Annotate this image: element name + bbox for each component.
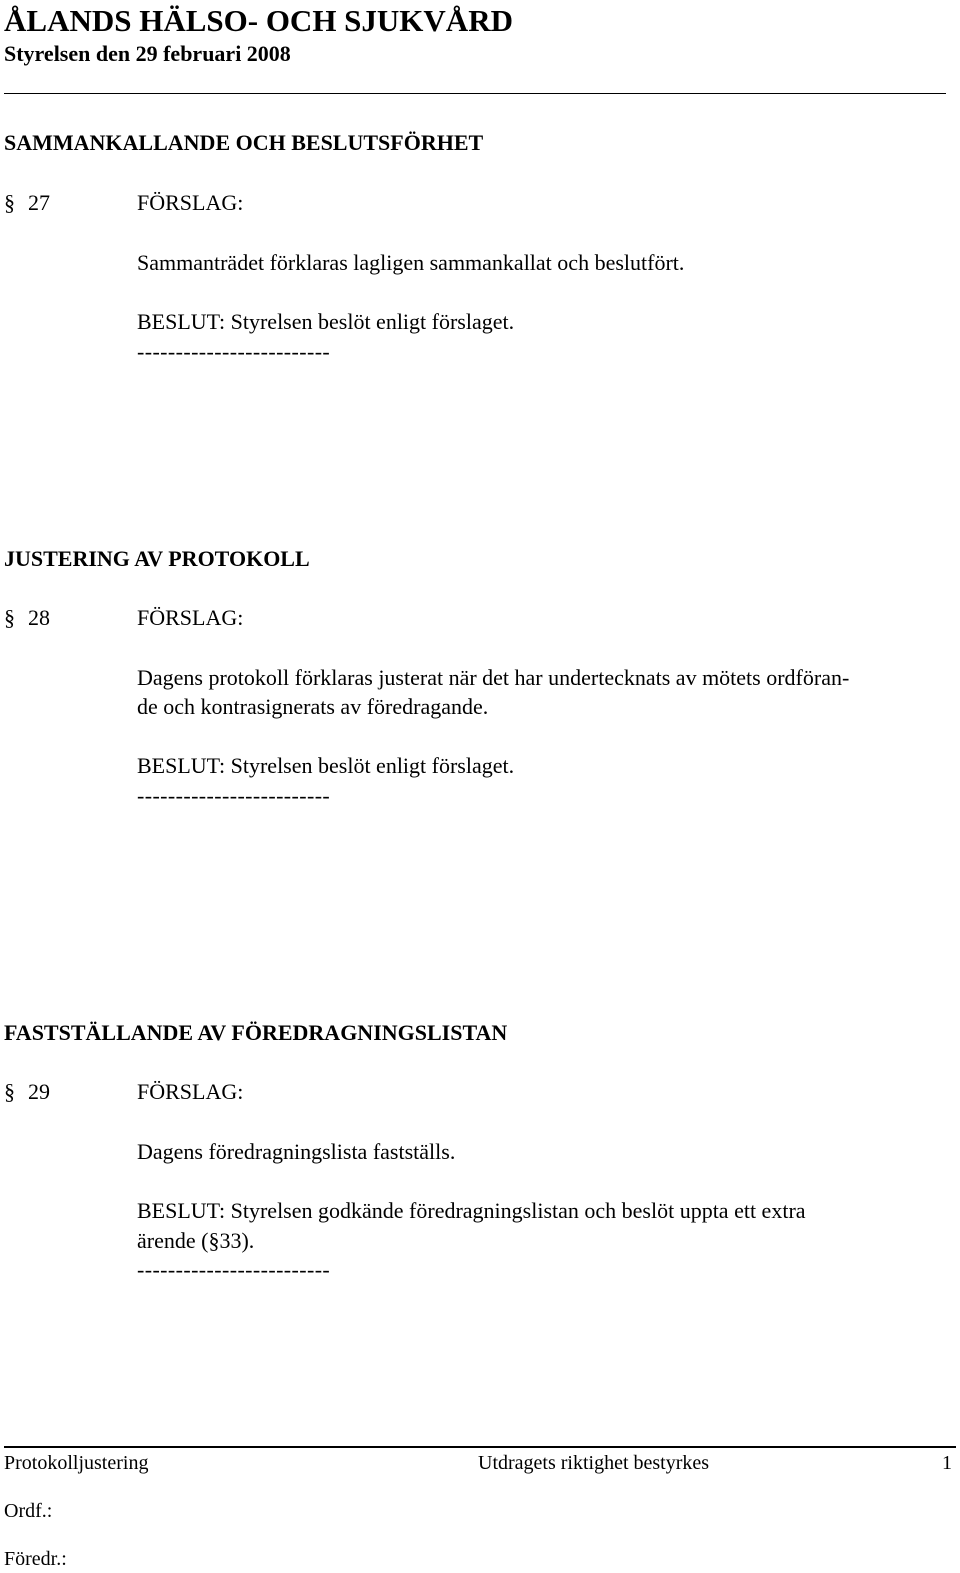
decision-text-line-2: ärende (§33). bbox=[137, 1228, 255, 1253]
paragraph-heading bbox=[4, 189, 243, 217]
decision-text-line-1: BESLUT: Styrelsen godkände föredragningslistan och beslöt uppta ett extra bbox=[137, 1198, 806, 1223]
page-number: 1 bbox=[942, 1452, 952, 1474]
section-separator: ------------------------- bbox=[137, 339, 331, 364]
section-separator: ------------------------- bbox=[137, 783, 331, 808]
paragraph-number: 27 bbox=[28, 190, 50, 215]
paragraph-number: 28 bbox=[28, 605, 50, 630]
section-title: JUSTERING AV PROTOKOLL bbox=[4, 546, 310, 571]
chair-signature-label: Ordf.: bbox=[4, 1500, 53, 1522]
section-separator: ------------------------- bbox=[137, 1257, 331, 1282]
footer-protocol-check: Protokolljustering bbox=[4, 1452, 149, 1474]
paragraph-heading bbox=[4, 1078, 243, 1106]
section-title: FASTSTÄLLANDE AV FÖREDRAGNINGSLISTAN bbox=[4, 1020, 508, 1045]
header-divider bbox=[4, 93, 946, 94]
section-symbol: § bbox=[4, 190, 15, 215]
proposal-text-line-1: Dagens protokoll förklaras justerat när det har undertecknats av mötets ordföran- bbox=[137, 665, 850, 690]
proposal-label: FÖRSLAG: bbox=[137, 190, 244, 215]
paragraph-heading bbox=[4, 604, 243, 632]
section-symbol: § bbox=[4, 605, 15, 630]
meeting-date: Styrelsen den 29 februari 2008 bbox=[4, 41, 291, 66]
proposal-label: FÖRSLAG: bbox=[137, 605, 244, 630]
paragraph-number: 29 bbox=[28, 1079, 50, 1104]
presenter-signature-label: Föredr.: bbox=[4, 1548, 67, 1570]
proposal-label: FÖRSLAG: bbox=[137, 1079, 244, 1104]
decision-text: BESLUT: Styrelsen beslöt enligt förslaget. bbox=[137, 753, 515, 778]
section-symbol: § bbox=[4, 1079, 15, 1104]
decision-text: BESLUT: Styrelsen beslöt enligt förslaget. bbox=[137, 309, 515, 334]
proposal-text-line-2: de och kontrasignerats av föredragande. bbox=[137, 694, 489, 719]
section-title: SAMMANKALLANDE OCH BESLUTSFÖRHET bbox=[4, 130, 484, 155]
footer-certification: Utdragets riktighet bestyrkes bbox=[478, 1452, 710, 1474]
organization-title: ÅLANDS HÄLSO- OCH SJUKVÅRD bbox=[4, 3, 513, 38]
footer-divider bbox=[4, 1446, 956, 1448]
proposal-text: Sammanträdet förklaras lagligen sammankallat och beslutfört. bbox=[137, 250, 685, 275]
proposal-text: Dagens föredragningslista fastställs. bbox=[137, 1139, 456, 1164]
